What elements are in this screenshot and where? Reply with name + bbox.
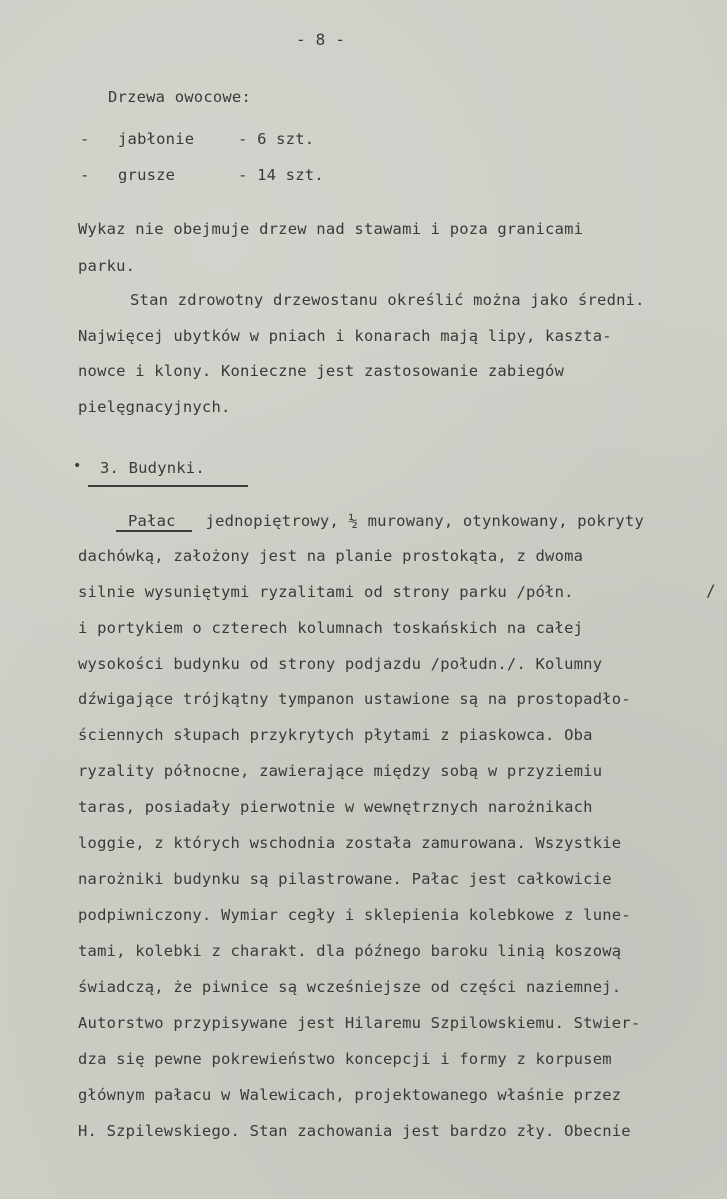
- body-line-5: dźwigające trójkątny tympanon ustawione są na prostopadło-: [78, 690, 631, 708]
- body-line-10: narożniki budynku są pilastrowane. Pałac jest całkowicie: [78, 870, 612, 888]
- fruit-tree-count-1: - 6 szt.: [238, 130, 315, 148]
- palac-word: Pałac: [128, 512, 176, 530]
- section-heading: 3. Budynki.: [100, 459, 205, 477]
- palac-underline: [116, 530, 192, 532]
- body-line-13: świadczą, że piwnice są wcześniejsze od części naziemnej.: [78, 978, 622, 996]
- body-line-0: jednopiętrowy, ½ murowany, otynkowany, pokryty: [196, 512, 644, 530]
- body-line-3: i portykiem o czterech kolumnach toskańskich na całej: [78, 619, 584, 637]
- health-line-1: Stan zdrowotny drzewostanu określić można jako średni.: [130, 291, 645, 309]
- note-line-2: parku.: [78, 257, 136, 275]
- fruit-tree-name-2: grusze: [118, 166, 176, 184]
- fruit-tree-name-1: jabłonie: [118, 130, 195, 148]
- health-line-2: Najwięcej ubytków w pniach i konarach mają lipy, kaszta-: [78, 327, 612, 345]
- body-line-17: H. Szpilewskiego. Stan zachowania jest bardzo zły. Obecnie: [78, 1122, 631, 1140]
- page-number: - 8 -: [296, 30, 346, 49]
- list-dash-1: -: [80, 130, 90, 148]
- margin-mark: /: [706, 581, 716, 600]
- body-line-2: silnie wysuniętymi ryzalitami od strony parku /półn.: [78, 583, 574, 601]
- health-line-4: pielęgnacyjnych.: [78, 398, 231, 416]
- body-line-9: loggie, z których wschodnia została zamurowana. Wszystkie: [78, 834, 622, 852]
- body-line-4: wysokości budynku od strony podjazdu /połudn./. Kolumny: [78, 655, 603, 673]
- body-line-14: Autorstwo przypisywane jest Hilaremu Szpilowskiemu. Stwier-: [78, 1014, 641, 1032]
- section-heading-underline: [88, 485, 248, 487]
- body-line-12: tami, kolebki z charakt. dla późnego baroku linią koszową: [78, 942, 622, 960]
- body-line-16: głównym pałacu w Walewicach, projektowanego właśnie przez: [78, 1086, 622, 1104]
- health-line-3: nowce i klony. Konieczne jest zastosowanie zabiegów: [78, 362, 565, 380]
- body-line-1: dachówką, założony jest na planie prostokąta, z dwoma: [78, 547, 584, 565]
- body-line-6: ściennych słupach przykrytych płytami z piaskowca. Oba: [78, 726, 593, 744]
- list-title: Drzewa owocowe:: [108, 88, 251, 106]
- fruit-tree-count-2: - 14 szt.: [238, 166, 324, 184]
- note-line-1: Wykaz nie obejmuje drzew nad stawami i poza granicami: [78, 220, 584, 238]
- body-line-8: taras, posiadały pierwotnie w wewnętrznych narożnikach: [78, 798, 593, 816]
- list-dash-2: -: [80, 166, 90, 184]
- body-line-15: dza się pewne pokrewieństwo koncepcji i formy z korpusem: [78, 1050, 612, 1068]
- section-marker: •: [73, 458, 82, 474]
- body-line-7: ryzality północne, zawierające między sobą w przyziemiu: [78, 762, 603, 780]
- body-line-11: podpiwniczony. Wymiar cegły i sklepienia kolebkowe z lune-: [78, 906, 631, 924]
